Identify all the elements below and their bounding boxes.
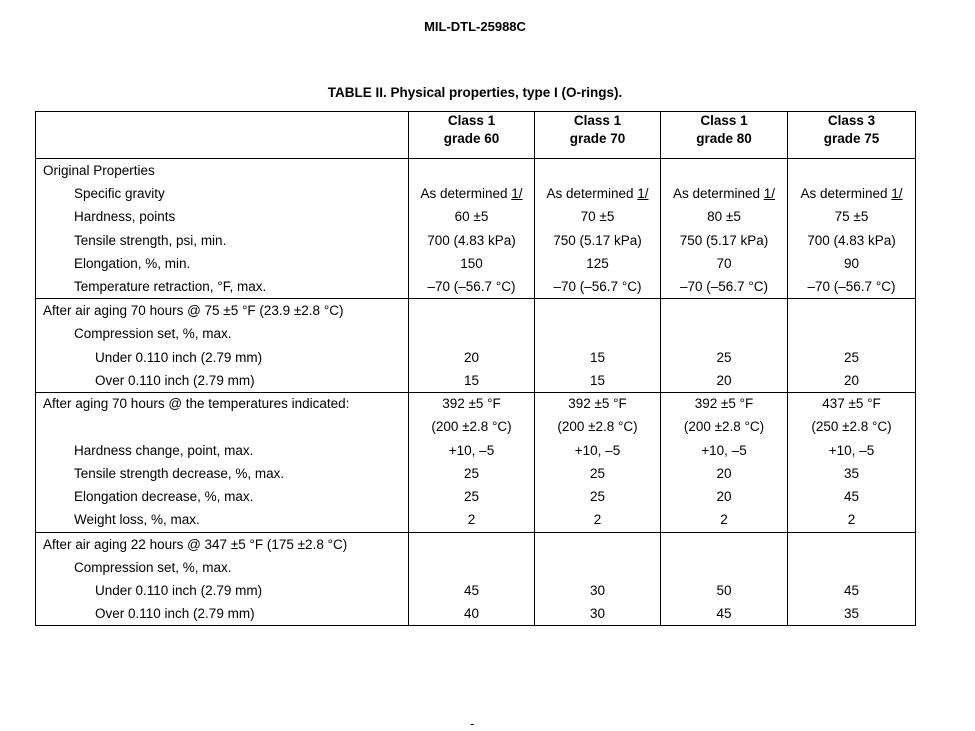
value-cell: As determined 1/ 60 ±5 700 (4.83 kPa) 150 –70 (–56.7 °C) <box>409 159 535 299</box>
section-label-cell <box>36 299 409 393</box>
table-title: TABLE II. Physical properties, type I (O-rings). <box>327 85 623 100</box>
section-heading: After air aging 70 hours @ 75 ±5 °F (23.9 ±2.8 °C) <box>43 303 344 319</box>
document-id: MIL-DTL-25988C <box>424 19 526 34</box>
header-blank-cell <box>36 112 409 159</box>
row-label: Under 0.110 inch (2.79 mm) <box>95 583 263 598</box>
row-label: Specific gravity <box>74 186 165 202</box>
row-label: Elongation, %, min. <box>74 255 191 271</box>
value-cell: 20 15 <box>409 299 535 393</box>
row-label: Tensile strength decrease, %, max. <box>74 466 285 482</box>
row-label: Over 0.110 inch (2.79 mm) <box>95 372 255 388</box>
value-cell: 25 20 <box>788 299 916 393</box>
footnote-ref: 1/ <box>763 186 776 202</box>
row-label: Over 0.110 inch (2.79 mm) <box>95 606 255 622</box>
column-header: Class 1 grade 80 <box>661 112 788 159</box>
value-cell: 392 ±5 °F (200 ±2.8 °C) +10, –5 25 25 2 <box>409 392 535 532</box>
value-cell: 30 30 <box>535 532 661 626</box>
properties-table <box>35 111 916 626</box>
footnote-ref: 1/ <box>511 186 523 202</box>
row-label: Elongation decrease, %, max. <box>74 489 254 505</box>
section-aging-70h-temperatures <box>36 392 916 532</box>
row-label: Temperature retraction, °F, max. <box>74 278 267 294</box>
value-cell: 50 45 <box>661 532 788 626</box>
row-label: Under 0.110 inch (2.79 mm) <box>95 349 263 365</box>
section-heading: After aging 70 hours @ the temperatures indicated: <box>43 395 350 411</box>
value-cell: As determined 1/ 80 ±5 750 (5.17 kPa) 70 –70 (–56.7 °C) <box>661 159 788 299</box>
section-label-cell <box>36 392 409 532</box>
column-header: Class 1 grade 60 <box>409 112 535 159</box>
footnote-ref: 1/ <box>637 186 649 202</box>
section-subheading: Compression set, %, max. <box>74 559 232 575</box>
value-cell: 392 ±5 °F (200 ±2.8 °C) +10, –5 20 20 2 <box>661 392 788 532</box>
value-cell: 392 ±5 °F (200 ±2.8 °C) +10, –5 25 25 2 <box>535 392 661 532</box>
value-cell: 15 15 <box>535 299 661 393</box>
value-cell: 45 35 <box>788 532 916 626</box>
row-label: Hardness, points <box>74 209 176 225</box>
section-heading: After air aging 22 hours @ 347 ±5 °F (175 ±2.8 °C) <box>43 536 348 552</box>
table-header-row <box>36 112 916 159</box>
footnote-ref: 1/ <box>891 186 903 202</box>
column-header: Class 1 grade 70 <box>535 112 661 159</box>
section-heading: Original Properties <box>43 163 155 178</box>
page-number: - <box>470 716 475 731</box>
row-label: Tensile strength, psi, min. <box>74 232 227 248</box>
value-cell: 437 ±5 °F (250 ±2.8 °C) +10, –5 35 45 2 <box>788 392 916 532</box>
section-air-aging-70h-75f <box>36 299 916 393</box>
section-air-aging-22h-347f <box>36 532 916 626</box>
section-subheading: Compression set, %, max. <box>74 326 232 342</box>
section-label-cell <box>36 159 409 299</box>
row-label: Hardness change, point, max. <box>74 442 254 458</box>
section-original-properties <box>36 159 916 299</box>
value-cell: As determined 1/ 70 ±5 750 (5.17 kPa) 125 –70 (–56.7 °C) <box>535 159 661 299</box>
column-header: Class 3 grade 75 <box>788 112 916 159</box>
row-label: Weight loss, %, max. <box>74 512 200 528</box>
value-cell: As determined 1/ 75 ±5 700 (4.83 kPa) 90 –70 (–56.7 °C) <box>788 159 916 299</box>
value-cell: 25 20 <box>661 299 788 393</box>
value-cell: 45 40 <box>409 532 535 626</box>
section-label-cell <box>36 532 409 626</box>
